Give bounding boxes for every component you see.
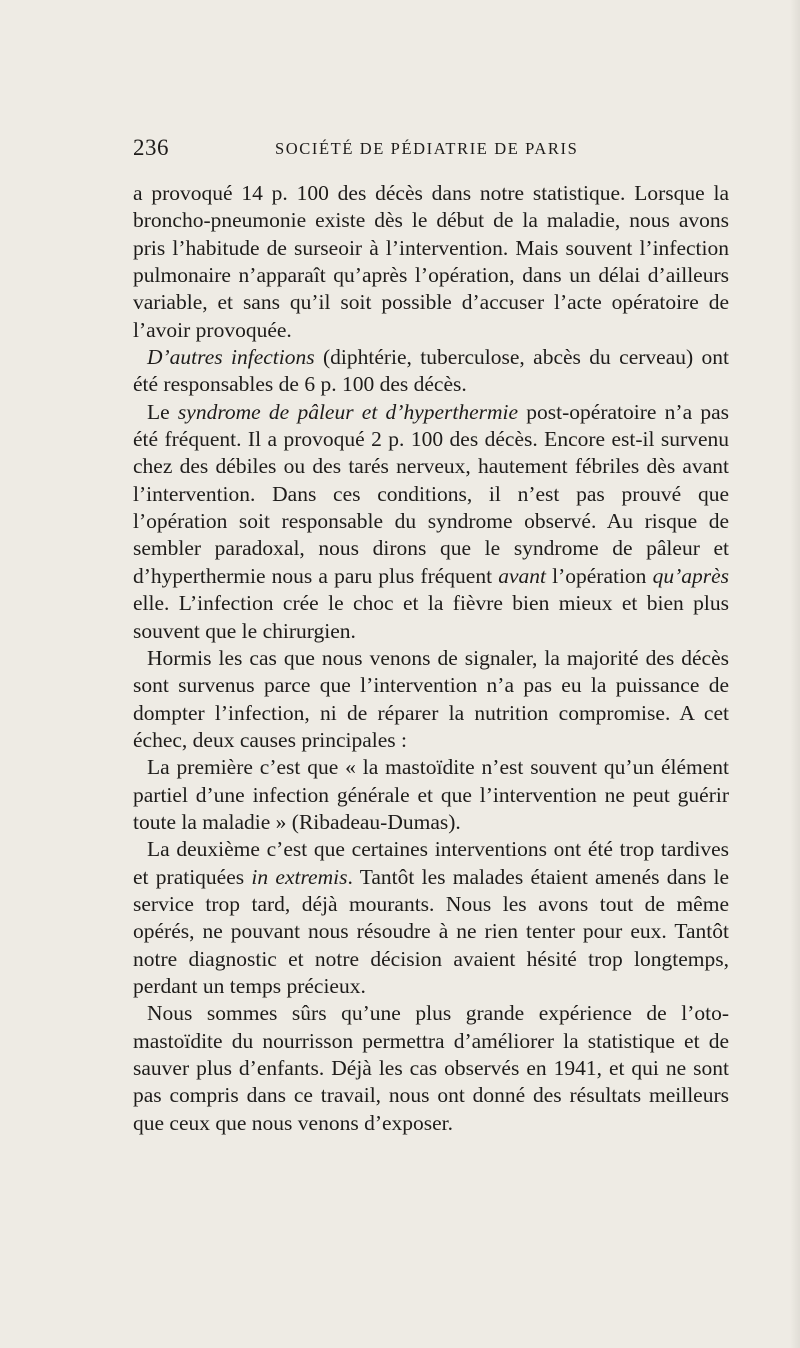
paragraph-3 (133, 399, 729, 645)
paragraph-4 (133, 645, 729, 754)
paragraph-6-italic-b: in extremis (251, 864, 348, 889)
paragraph-3-text-e: l’opération (545, 563, 653, 588)
paragraph-3-text-c: post-opératoire n’a pas été fréquent. Il a provoqué 2 p. 100 des décès. Encore est-il survenu chez des débiles ou des tarés nerveux, hautement fébriles dès avant l’intervention. Dans ces conditions, il n’est pas prouvé que l’opération soit responsable du syndrome observé. Au risque de sembler paradoxal, nous dirons que le syndrome de pâleur et d’hyperthermie nous a paru plus fréquent (133, 399, 729, 588)
paragraph-6-text-c: . Tantôt les malades étaient amenés dans le service trop tard, déjà mourants. Nous les avons tout de même opérés, ne pouvant nous résoudre à ne rien tenter pour eux. Tantôt notre diagnostic et notre décision avaient hésité trop longtemps, perdant un temps précieux. (133, 864, 729, 998)
paragraph-3-italic-d: avant (498, 563, 546, 588)
paragraph-3-text-a: Le (147, 399, 178, 424)
paragraph-7 (133, 1000, 729, 1137)
paragraph-1-text: a provoqué 14 p. 100 des décès dans notre statistique. Lorsque la broncho-pneumonie existe dès le début de la maladie, nous avons pris l’habitude de surseoir à l’intervention. Mais souvent l’infection pulmonaire n’apparaît qu’après l’opération, dans un délai d’ailleurs variable, et sans qu’il soit possible d’accuser l’acte opératoire de l’avoir provoquée. (133, 181, 729, 342)
paragraph-6 (133, 836, 729, 1000)
paragraph-5 (133, 754, 729, 836)
paragraph-3-italic-f: qu’après (652, 563, 730, 588)
paragraph-5-text: La première c’est que « la mastoïdite n’est souvent qu’un élément partiel d’une infection générale et que l’intervention ne peut guérir toute la maladie » (Ribadeau-Dumas). (133, 755, 729, 834)
paragraph-2-text: (diphtérie, tuberculose, abcès du cerveau) ont été responsables de 6 p. 100 des décès. (133, 345, 729, 397)
paragraph-4-text: Hormis les cas que nous venons de signaler, la majorité des décès sont survenus parce que l’intervention n’a pas eu la puissance de dompter l’infection, ni de réparer la nutrition compromise. A cet échec, deux causes principales : (133, 645, 729, 752)
paragraph-3-text-g: elle. L’infection crée le choc et la fièvre bien mieux et bien plus souvent que le chirurgien. (133, 591, 729, 643)
paragraph-2 (133, 344, 729, 399)
paragraph-6-text-a: La deuxième c’est que certaines interventions ont été trop tardives et pratiquées (133, 837, 729, 889)
page-header (133, 136, 729, 160)
running-head: SOCIÉTÉ DE PÉDIATRIE DE PARIS (275, 139, 579, 158)
paragraph-3-italic-b: syndrome de pâleur et d’hyperthermie (177, 399, 519, 424)
page-number: 236 (133, 135, 169, 160)
paragraph-7-text: Nous sommes sûrs qu’une plus grande expérience de l’oto-mastoïdite du nourrisson permettra d’améliorer la statistique et de sauver plus d’enfants. Déjà les cas observés en 1941, et qui ne sont pas compris dans ce travail, nous ont donné des résultats meilleurs que ceux que nous venons d’exposer. (133, 1001, 729, 1135)
page-edge-shadow (790, 0, 800, 1348)
paragraph-1 (133, 180, 729, 344)
body-text (133, 180, 729, 1137)
paragraph-2-italic: D’autres infections (147, 345, 315, 370)
